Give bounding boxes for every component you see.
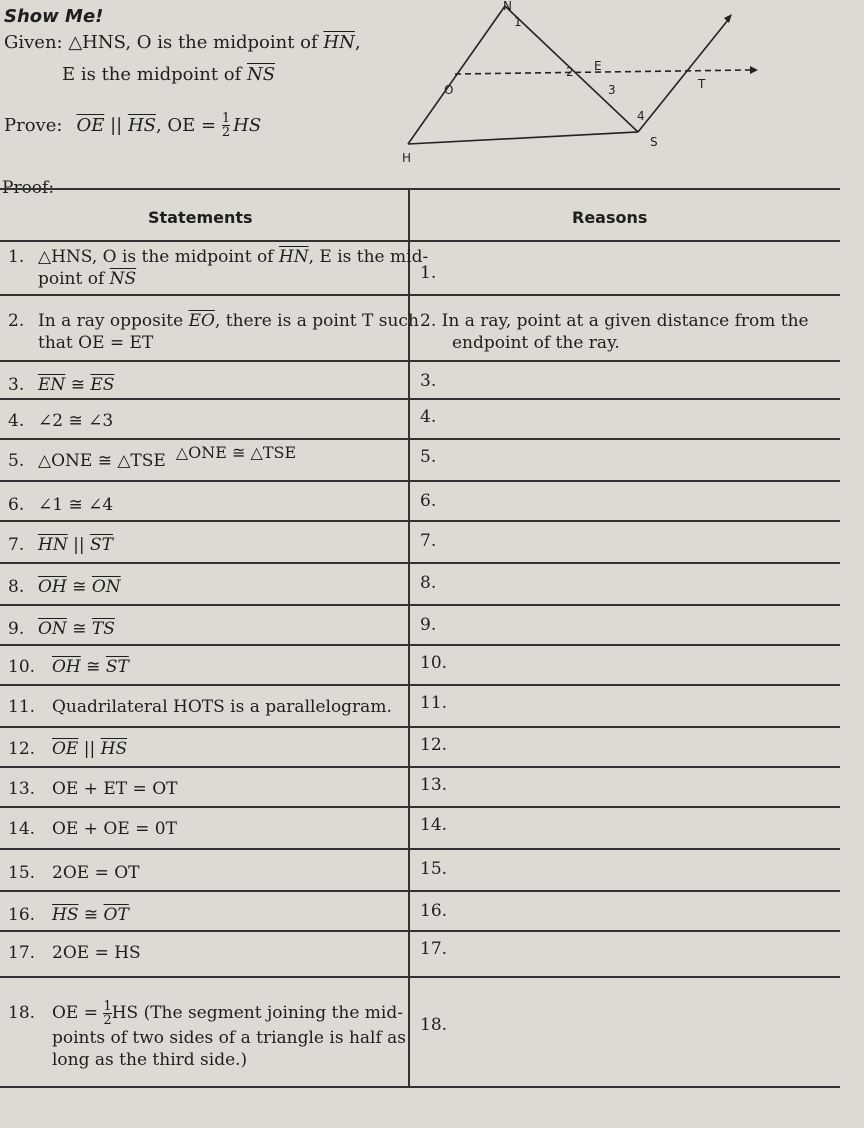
statement-text: 2OE = HS xyxy=(52,943,141,963)
row-number: 4. xyxy=(8,411,25,431)
reason-6: 6. xyxy=(420,491,437,511)
row-divider xyxy=(0,930,840,932)
reason-2 xyxy=(420,310,809,354)
reason-5: 5. xyxy=(420,447,437,467)
segment: $\overline{ON}$ xyxy=(91,577,121,597)
row-number: 2. xyxy=(8,311,25,331)
row-number: 17. xyxy=(8,943,36,963)
fraction-one-half xyxy=(222,112,230,139)
label-e: E xyxy=(594,59,602,73)
statement-text: △ONE ≅ △TSE xyxy=(38,451,166,471)
statement-9 xyxy=(8,618,125,640)
row-number: 10. xyxy=(8,657,36,677)
statement-18 xyxy=(8,1000,406,1071)
fraction-denominator: 2 xyxy=(103,1013,112,1028)
relation-symbol: ≅ xyxy=(78,905,104,925)
statement-text: △ONE ≅ △TSE xyxy=(175,443,297,462)
reasons-header: Reasons xyxy=(572,208,648,227)
reason-7: 7. xyxy=(420,531,437,551)
statement-14 xyxy=(8,818,187,840)
proof-label: Proof: xyxy=(2,178,55,198)
relation-symbol: || xyxy=(78,739,101,759)
row-divider xyxy=(0,604,840,606)
row-number: 12. xyxy=(8,739,36,759)
fraction-numerator: 1 xyxy=(221,111,231,126)
row-divider xyxy=(0,480,840,482)
statement-text: , E is the mid- xyxy=(308,247,429,267)
reason-15: 15. xyxy=(420,859,448,879)
row-number: 15. xyxy=(8,863,36,883)
fraction-denominator: 2 xyxy=(221,125,231,140)
statement-5 xyxy=(8,443,297,472)
row-number: 3. xyxy=(8,375,25,395)
row-number: 14. xyxy=(8,819,36,839)
prove-equals: , OE = xyxy=(155,115,222,136)
statements-header: Statements xyxy=(148,208,253,227)
segment: $\overline{ON}$ xyxy=(38,619,67,639)
row-divider xyxy=(0,294,840,296)
reason-17: 17. xyxy=(420,939,448,959)
row-number: 6. xyxy=(8,495,25,515)
statement-7 xyxy=(8,534,123,556)
statement-8 xyxy=(8,576,131,598)
reason-3: 3. xyxy=(420,371,437,391)
segment-hn: $\overline{HN}$ xyxy=(323,32,355,53)
label-o: O xyxy=(444,83,454,97)
statement-6 xyxy=(8,494,123,516)
relation-symbol: ≅ xyxy=(66,577,92,597)
relation-symbol: ≅ xyxy=(80,657,106,677)
row-divider xyxy=(0,520,840,522)
prove-line xyxy=(4,112,261,139)
given-comma: , xyxy=(354,32,361,53)
segment: $\overline{OH}$ xyxy=(52,657,81,677)
row-number: 16. xyxy=(8,905,36,925)
reason-10: 10. xyxy=(420,653,448,673)
reason-16: 16. xyxy=(420,901,448,921)
row-number: 9. xyxy=(8,619,25,639)
reason-1: 1. xyxy=(420,263,437,283)
given-text-2: E is the midpoint of xyxy=(62,64,248,85)
prove-hs: HS xyxy=(233,115,262,136)
statement-11 xyxy=(8,696,402,718)
row-number: 5. xyxy=(8,451,25,471)
row-divider xyxy=(0,890,840,892)
triangle-diagram xyxy=(380,0,800,170)
reason-text: 2. In a ray, point at a given distance from the xyxy=(420,311,809,331)
side-hn xyxy=(408,6,505,144)
statement-12 xyxy=(8,738,137,760)
label-angle-4: 4 xyxy=(637,109,645,123)
statement-text: that OE = ET xyxy=(38,333,154,353)
label-t: T xyxy=(698,77,706,91)
segment: $\overline{OT}$ xyxy=(103,905,129,925)
statement-text: △HNS, O is the midpoint of xyxy=(38,247,279,267)
reason-11: 11. xyxy=(420,693,448,713)
statement-text: , there is a point T such xyxy=(214,311,419,331)
row-divider xyxy=(0,976,840,978)
reason-9: 9. xyxy=(420,615,437,635)
label-s: S xyxy=(650,135,658,149)
segment: $\overline{NS}$ xyxy=(109,269,137,289)
segment: $\overline{HS}$ xyxy=(52,905,79,925)
statement-text: OE + OE = 0T xyxy=(52,819,177,839)
label-h: H xyxy=(402,151,412,165)
row-number: 11. xyxy=(8,697,36,717)
statement-10 xyxy=(8,656,139,678)
segment: $\overline{ST}$ xyxy=(89,535,113,555)
row-divider xyxy=(0,438,840,440)
reason-18: 18. xyxy=(420,1015,448,1035)
segment-oe: $\overline{OE}$ xyxy=(76,115,105,136)
prove-label: Prove: xyxy=(4,115,63,136)
line-st xyxy=(638,20,728,132)
reason-14: 14. xyxy=(420,815,448,835)
label-angle-2: 2 xyxy=(566,65,574,79)
row-number: 1. xyxy=(8,247,25,267)
row-number: 18. xyxy=(8,1003,36,1023)
row-number: 7. xyxy=(8,535,25,555)
statement-text: long as the third side.) xyxy=(52,1050,248,1070)
line-arrowhead xyxy=(724,14,732,23)
row-divider xyxy=(0,766,840,768)
statement-text: point of xyxy=(38,269,110,289)
ray-arrowhead xyxy=(750,66,758,74)
given-line-2 xyxy=(62,64,275,85)
label-angle-1: 1 xyxy=(514,15,522,29)
row-divider xyxy=(0,360,840,362)
statement-text: 2OE = OT xyxy=(52,863,140,883)
worksheet-title: Show Me! xyxy=(4,6,104,27)
segment: $\overline{ST}$ xyxy=(105,657,129,677)
relation-symbol: || xyxy=(67,535,90,555)
fraction-one-half xyxy=(103,1000,111,1027)
statement-16 xyxy=(8,904,139,926)
segment-ns: $\overline{NS}$ xyxy=(247,64,276,85)
segment: $\overline{HN}$ xyxy=(38,535,68,555)
statement-text: HS (The segment joining the mid- xyxy=(111,1003,403,1023)
statement-1 xyxy=(8,246,428,290)
segment-hs: $\overline{HS}$ xyxy=(127,115,156,136)
reason-8: 8. xyxy=(420,573,437,593)
row-number: 13. xyxy=(8,779,36,799)
label-n: N xyxy=(503,0,512,13)
reason-4: 4. xyxy=(420,407,437,427)
row-divider xyxy=(0,726,840,728)
segment: $\overline{TS}$ xyxy=(91,619,115,639)
given-text: Given: △HNS, O is the midpoint of xyxy=(4,32,324,53)
header-divider xyxy=(0,240,840,242)
row-divider xyxy=(0,684,840,686)
statement-text: ∠1 ≅ ∠4 xyxy=(38,495,114,515)
segment: $\overline{HS}$ xyxy=(100,739,128,759)
statement-17 xyxy=(8,942,151,964)
statement-2 xyxy=(8,310,419,354)
statement-text: OE + ET = OT xyxy=(52,779,178,799)
statement-text: In a ray opposite xyxy=(38,311,189,331)
row-divider xyxy=(0,848,840,850)
statement-text: points of two sides of a triangle is half as xyxy=(52,1028,407,1048)
parallel-symbol: || xyxy=(104,115,128,136)
segment: $\overline{EN}$ xyxy=(38,375,66,395)
reason-12: 12. xyxy=(420,735,448,755)
segment: $\overline{OH}$ xyxy=(38,577,67,597)
statement-15 xyxy=(8,862,150,884)
fraction-numerator: 1 xyxy=(103,999,112,1014)
segment: $\overline{HN}$ xyxy=(278,247,309,267)
segment: $\overline{ES}$ xyxy=(90,375,115,395)
segment: $\overline{EO}$ xyxy=(188,311,215,331)
row-divider xyxy=(0,398,840,400)
statement-3 xyxy=(8,374,124,396)
given-line-1 xyxy=(4,32,361,53)
row-divider xyxy=(0,562,840,564)
reason-text: endpoint of the ray. xyxy=(452,333,620,353)
statement-4 xyxy=(8,410,123,432)
relation-symbol: ≅ xyxy=(65,375,91,395)
row-divider xyxy=(0,806,840,808)
relation-symbol: ≅ xyxy=(66,619,92,639)
statement-13 xyxy=(8,778,187,800)
label-angle-3: 3 xyxy=(608,83,616,97)
reason-13: 13. xyxy=(420,775,448,795)
proof-table xyxy=(0,188,840,1088)
statement-text: Quadrilateral HOTS is a parallelogram. xyxy=(52,697,392,717)
ray-oe xyxy=(455,70,750,74)
statement-text: OE = xyxy=(52,1003,104,1023)
row-divider xyxy=(0,644,840,646)
statement-text: ∠2 ≅ ∠3 xyxy=(38,411,114,431)
side-hs xyxy=(408,132,638,144)
segment: $\overline{OE}$ xyxy=(52,739,79,759)
row-number: 8. xyxy=(8,577,25,597)
